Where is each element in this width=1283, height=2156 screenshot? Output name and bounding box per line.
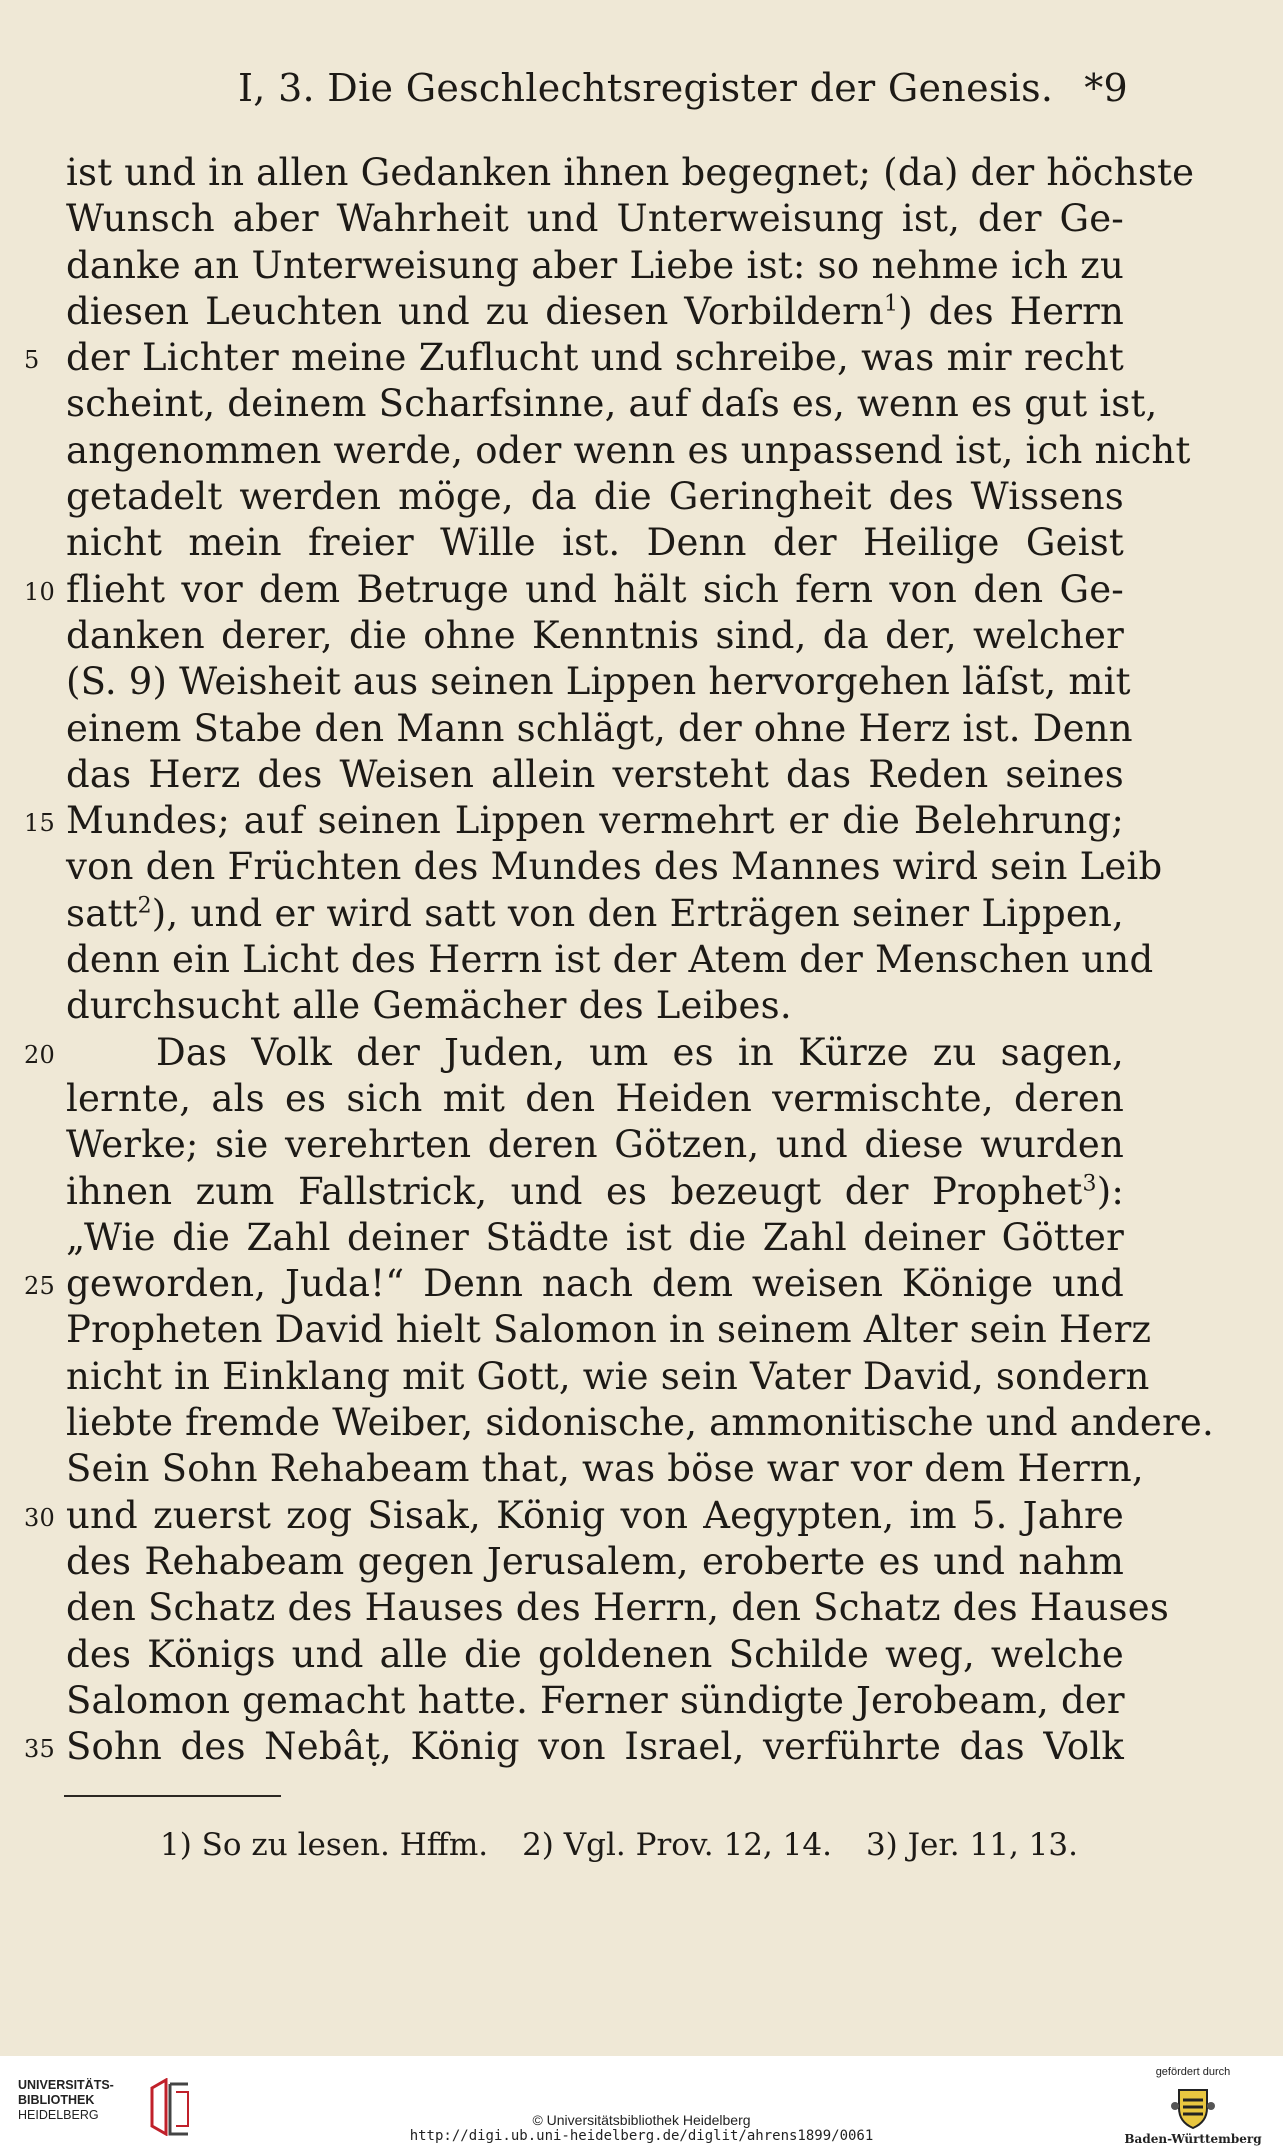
- text-line: [24, 567, 1124, 613]
- line-text: [66, 798, 1124, 844]
- line-text-continued: ), und er wird satt von den Erträgen seiner Lippen,: [151, 891, 1124, 935]
- line-text-main: das Herz des Weisen allein versteht das Reden seines: [66, 752, 1124, 796]
- line-text: [66, 1493, 1124, 1539]
- text-line: [66, 196, 1124, 242]
- line-text: [66, 1678, 1124, 1724]
- line-text: [66, 1632, 1124, 1678]
- line-text: [66, 196, 1124, 242]
- line-text: [66, 381, 1158, 427]
- line-text-main: lernte, als es sich mit den Heiden vermischte, deren: [66, 1076, 1124, 1120]
- line-text: [66, 613, 1124, 659]
- line-text: [66, 983, 1124, 1029]
- line-text-main: Werke; sie verehrten deren Götzen, und diese wurden: [66, 1123, 1124, 1167]
- line-number: 20: [24, 1040, 55, 1069]
- footnote-rule: [64, 1795, 281, 1797]
- line-text-main: Mundes; auf seinen Lippen vermehrt er die Belehrung;: [66, 799, 1124, 843]
- text-line: [66, 1632, 1124, 1678]
- line-text-main: denn ein Licht des Herrn ist der Atem der Menschen und: [66, 938, 1154, 982]
- footnote-3: 3) Jer. 11, 13.: [865, 1827, 1078, 1863]
- line-text: [66, 844, 1163, 890]
- line-text-main: einem Stabe den Mann schlägt, der ohne Herz ist. Denn: [66, 706, 1133, 750]
- line-text-main: Sein Sohn Rehabeam that, was böse war vor dem Herrn,: [66, 1447, 1144, 1491]
- text-line: [66, 1307, 1152, 1353]
- line-text: [66, 1169, 1124, 1215]
- line-number: 35: [24, 1735, 55, 1764]
- line-text-continued: ) des Herrn: [898, 289, 1124, 333]
- line-text: [66, 1539, 1124, 1585]
- line-text-main: „Wie die Zahl deiner Städte ist die Zahl deiner Götter: [66, 1215, 1124, 1259]
- text-line: [66, 706, 1133, 752]
- text-line: [24, 1724, 1124, 1770]
- text-line: [66, 1076, 1124, 1122]
- footnote-2: 2) Vgl. Prov. 12, 14.: [522, 1827, 832, 1863]
- text-line: [66, 613, 1124, 659]
- text-line: [66, 1169, 1124, 1215]
- line-text-main: (S. 9) Weisheit aus seinen Lippen hervorgehen läſst, mit: [66, 660, 1131, 704]
- library-name-line2: BIBLIOTHEK: [18, 2093, 95, 2107]
- line-text-main: angenommen werde, oder wenn es unpassend ist, ich nicht: [66, 428, 1191, 472]
- line-text-main: scheint, deinem Scharfsinne, auf daſs es, wenn es gut ist,: [66, 382, 1158, 426]
- line-text-main: nicht mein freier Wille ist. Denn der Heilige Geist: [66, 521, 1124, 565]
- line-text-main: nicht in Einklang mit Gott, wie sein Vater David, sondern: [66, 1354, 1150, 1398]
- text-line: [66, 844, 1163, 890]
- line-text-main: und zuerst zog Sisak, König von Aegypten, im 5. Jahre: [66, 1493, 1124, 1537]
- line-text: [66, 1076, 1124, 1122]
- library-footer: [0, 2056, 1283, 2156]
- line-text-main: Propheten David hielt Salomon in seinem Alter sein Herz: [66, 1308, 1152, 1352]
- line-text-main: danke an Unterweisung aber Liebe ist: so nehme ich zu: [66, 243, 1124, 287]
- text-line: [66, 1446, 1144, 1492]
- text-line: [66, 983, 1124, 1029]
- line-text-main: liebte fremde Weiber, sidonische, ammonitische und andere.: [66, 1401, 1214, 1445]
- line-text: [66, 1585, 1170, 1631]
- line-text: [66, 937, 1154, 983]
- text-line: [66, 428, 1191, 474]
- text-line: [66, 474, 1124, 520]
- text-line: [66, 937, 1154, 983]
- text-line: [66, 381, 1158, 427]
- line-text: [66, 1400, 1214, 1446]
- copyright-notice: © Universitätsbibliothek Heidelberg: [532, 2112, 751, 2128]
- line-text-continued: ):: [1096, 1169, 1124, 1213]
- line-text-main: flieht vor dem Betruge und hält sich fern von den Ge-: [66, 567, 1124, 611]
- text-line: [66, 243, 1124, 289]
- sponsor-block: [1123, 2066, 1263, 2152]
- line-text-main: den Schatz des Hauses des Herrn, den Schatz des Hauses: [66, 1586, 1170, 1630]
- line-number: 25: [24, 1272, 55, 1301]
- library-name-line1: UNIVERSITÄTS-: [18, 2078, 114, 2092]
- text-line: [66, 1122, 1124, 1168]
- line-text: [66, 150, 1195, 196]
- sponsor-label: gefördert durch: [1155, 2066, 1231, 2078]
- line-text-main: der Lichter meine Zuflucht und schreibe, was mir recht: [66, 336, 1124, 380]
- text-line: [66, 1215, 1124, 1261]
- text-line: [66, 289, 1124, 335]
- line-text-main: von den Früchten des Mundes des Mannes wird sein Leib: [66, 845, 1163, 889]
- line-text: [66, 1354, 1150, 1400]
- text-line: [66, 520, 1124, 566]
- line-number: 30: [24, 1503, 55, 1532]
- line-text: [66, 1261, 1124, 1307]
- footnote-marker: 2: [137, 893, 152, 919]
- line-text-main: Salomon gemacht hatte. Ferner sündigte Jerobeam, der: [66, 1678, 1125, 1722]
- line-text-main: geworden, Juda!“ Denn nach dem weisen Könige und: [66, 1262, 1124, 1306]
- text-line: [66, 1539, 1124, 1585]
- running-title: I, 3. Die Geschlechtsregister der Genesis.: [238, 66, 1054, 110]
- line-text: [66, 1446, 1144, 1492]
- line-text-main: des Königs und alle die goldenen Schilde weg, welche: [66, 1632, 1124, 1676]
- line-text: [66, 474, 1124, 520]
- line-text: [66, 752, 1124, 798]
- line-text-main: ihnen zum Fallstrick, und es bezeugt der Prophet: [66, 1169, 1083, 1213]
- line-text-main: satt: [66, 891, 138, 935]
- body-text: [24, 150, 1214, 1770]
- footnote-marker: 3: [1082, 1171, 1097, 1197]
- footnotes: [160, 1820, 1120, 1870]
- line-text: [66, 1307, 1152, 1353]
- line-text: [66, 520, 1124, 566]
- text-line: [66, 1354, 1150, 1400]
- line-text: [66, 1724, 1124, 1770]
- line-text: [66, 289, 1124, 335]
- text-line: [24, 1030, 1124, 1076]
- footnote-marker: 1: [884, 291, 899, 317]
- line-text: [66, 659, 1131, 705]
- line-text: [66, 243, 1124, 289]
- line-text: [66, 567, 1124, 613]
- line-number: 5: [24, 346, 40, 375]
- line-number: 15: [24, 809, 55, 838]
- text-line: [66, 1678, 1124, 1724]
- library-name-line3: HEIDELBERG: [18, 2108, 99, 2122]
- line-text-main: diesen Leuchten und zu diesen Vorbildern: [66, 289, 885, 333]
- text-line: [66, 1400, 1214, 1446]
- line-text-main: Wunsch aber Wahrheit und Unterweisung ist, der Ge-: [66, 197, 1124, 241]
- footnote-1: 1) So zu lesen. Hffm.: [160, 1827, 489, 1863]
- line-text-main: ist und in allen Gedanken ihnen begegnet; (da) der höchste: [66, 151, 1195, 194]
- permalink-url[interactable]: http://digi.ub.uni-heidelberg.de/diglit/ahrens1899/0061: [409, 2128, 874, 2144]
- line-text: [66, 1215, 1124, 1261]
- text-line: [66, 659, 1131, 705]
- sponsor-state: Baden-Württemberg: [1124, 2132, 1262, 2146]
- text-line: [66, 891, 1124, 937]
- text-line: [24, 1261, 1124, 1307]
- line-text-main: getadelt werden möge, da die Geringheit des Wissens: [66, 475, 1124, 519]
- line-text: [66, 335, 1124, 381]
- text-line: [24, 798, 1124, 844]
- line-text: [66, 428, 1191, 474]
- text-line: [66, 1585, 1170, 1631]
- line-number: 10: [24, 577, 55, 606]
- line-text-main: Sohn des Nebâṭ, König von Israel, verführte das Volk: [66, 1725, 1124, 1769]
- line-text: [66, 1122, 1124, 1168]
- line-text: [66, 1030, 1124, 1076]
- line-text-main: des Rehabeam gegen Jerusalem, eroberte es und nahm: [66, 1539, 1124, 1583]
- line-text-main: durchsucht alle Gemächer des Leibes.: [66, 984, 792, 1028]
- page-number: *9: [1084, 66, 1128, 110]
- coat-of-arms-icon: [1169, 2082, 1217, 2130]
- text-line: [66, 150, 1195, 196]
- line-text-main: danken derer, die ohne Kenntnis sind, da der, welcher: [66, 613, 1124, 657]
- line-text-main: Das Volk der Juden, um es in Kürze zu sagen,: [156, 1030, 1124, 1074]
- text-line: [24, 1493, 1124, 1539]
- line-text: [66, 891, 1124, 937]
- text-line: [24, 335, 1124, 381]
- text-line: [66, 752, 1124, 798]
- line-text: [66, 706, 1133, 752]
